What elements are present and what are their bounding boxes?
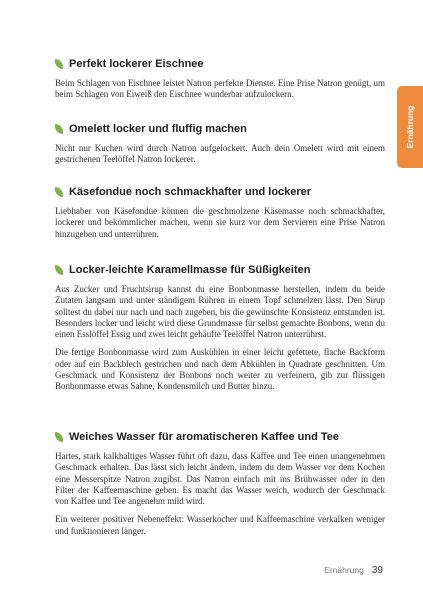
body-paragraph: Hartes, stark kalkhaltiges Wasser führt oft dazu, dass Kaffee und Tee einen unangenehmen Geschmack erhalten. Das lässt sich leicht ändern, indem du dem Wasser vor dem Kochen eine Messerspitze Natron zugibst. Das Natron einfach mit ins Brühwasser oder in den Filter der Kaffeemaschine geben. Es macht das Wasser weich, wodurch der Geschmack von Kaffee und Tee angenehm mild wird. xyxy=(55,451,385,507)
chapter-tab-label: Ernährung xyxy=(405,105,415,149)
heading-text: Omelett locker und fluffig machen xyxy=(69,123,247,135)
chapter-tab xyxy=(397,86,423,168)
section-eischnee xyxy=(55,57,385,101)
heading-text: Perfekt lockerer Eischnee xyxy=(69,58,204,70)
leaf-icon xyxy=(55,187,63,197)
body-paragraph: Die fertige Bonbonmasse wird zum Auskühlen in einer leicht gefettete, flache Backform oder auf ein Backblech gestrichen und nach dem Abkühlen in Quadrate geschnitten. Um Geschmack und Konsistenz der Bonbons noch weiter zu verfeinern, gib zur flüssigen Bonbonmasse etwas Sahne, Kondensmilch und Butter hinzu. xyxy=(55,347,385,392)
body-paragraph: Ein weiterer positiver Nebeneffekt: Wasserkocher und Kaffeemaschine verkalken weniger und funktionieren länger. xyxy=(55,514,385,536)
leaf-icon xyxy=(55,432,63,442)
body-paragraph: Nicht nur Kuchen wird durch Natron aufgelockert. Auch dein Omelett wird mit einem gestrichenen Teelöffel Natron lockerer. xyxy=(55,143,385,165)
body-paragraph: Liebhaber von Käsefondue können die geschmolzene Käsemasse noch schmackhafter, lockerer und bekömmlicher machen, wenn sie kurz vor dem Servieren eine Prise Natron hinzugeben und unterrühren. xyxy=(55,206,385,239)
section-heading xyxy=(55,263,385,277)
section-heading xyxy=(55,185,385,199)
section-heading xyxy=(55,57,385,71)
section-kaesefondue xyxy=(55,185,385,240)
leaf-icon xyxy=(55,124,63,134)
body-paragraph: Beim Schlagen von Eischnee leistet Natron perfekte Dienste. Eine Prise Natron genügt, um beim Schlagen von Eiweiß den Eischnee wunderbar aufzulockern. xyxy=(55,78,385,100)
page-number: 39 xyxy=(371,565,383,576)
page-footer xyxy=(324,565,383,576)
heading-text: Weiches Wasser für aromatischeren Kaffee und Tee xyxy=(69,431,339,443)
leaf-icon xyxy=(55,59,63,69)
section-heading xyxy=(55,430,385,444)
section-weiches-wasser xyxy=(55,430,385,537)
page-content xyxy=(55,0,385,600)
section-omelett xyxy=(55,122,385,166)
leaf-icon xyxy=(55,265,63,275)
footer-section: Ernährung xyxy=(324,565,364,575)
body-paragraph: Aus Zucker und Fruchtsirup kannst du eine Bonbonmasse herstellen, indem du beide Zutaten langsam und unter ständigem Rühren in einem Topf schmelzen lässt. Den Sirup solltest du dabei nur nach und nach zugeben, bis die gewünschte Konsistenz entstanden ist. Besonders locker und leicht wird diese Grundmasse für selbst gemachte Bonbons, wenn du einen Esslöffel Essig und zwei leicht gehäufte Teelöffel Natron unterrührst. xyxy=(55,284,385,340)
section-heading xyxy=(55,122,385,136)
heading-text: Locker-leichte Karamellmasse für Süßigkeiten xyxy=(69,264,311,276)
section-karamellmasse xyxy=(55,263,385,393)
heading-text: Käsefondue noch schmackhafter und lockerer xyxy=(69,186,312,198)
